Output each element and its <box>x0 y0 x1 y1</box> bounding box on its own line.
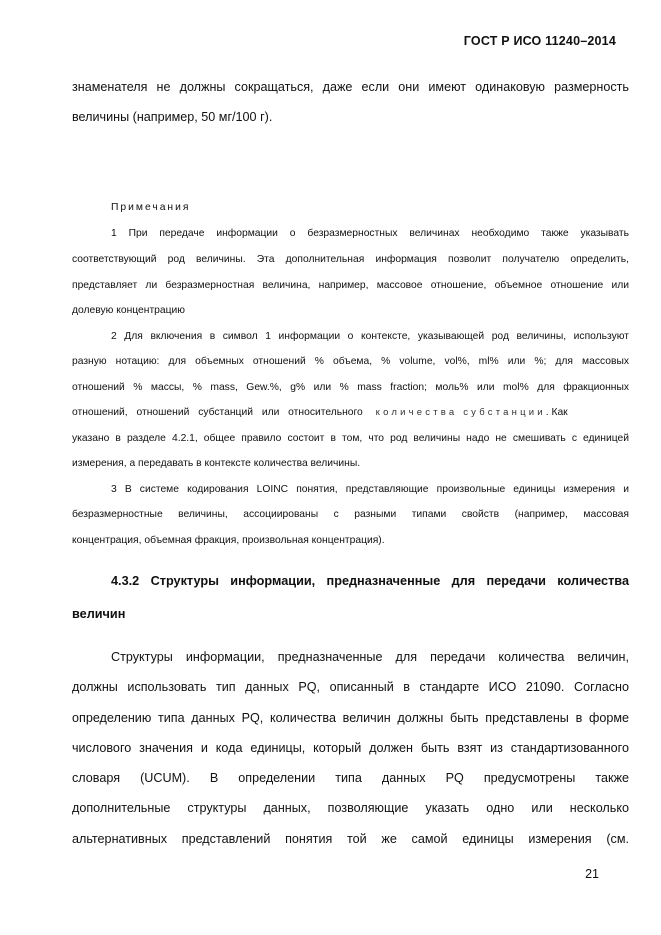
note-1-line-1: 1 При передаче информации о безразмерностных величинах необходимо также указывать <box>111 228 629 239</box>
note-2-line-6: измерения, а передавать в контексте количества величины. <box>72 458 361 469</box>
note-3-line-1: 3 В системе кодирования LOINC понятия, представляющие произвольные единицы измерения и <box>111 484 629 495</box>
page-number: 21 <box>585 867 599 881</box>
note-3-line-3: концентрация, объемная фракция, произвольная концентрация). <box>72 535 385 546</box>
note-2-line-5: указано в разделе 4.2.1, общее правило состоит в том, что род величины надо не смешивать с единицей <box>72 433 629 444</box>
note-2-line-3: отношений % массы, % mass, Gew.%, g% или % mass fraction; моль% или mol% для фракционных <box>72 382 629 393</box>
note-2-line-4-end: . Как <box>545 407 568 418</box>
document-header: ГОСТ Р ИСО 11240–2014 <box>463 34 616 48</box>
note-2-line-4-text: отношений, отношений субстанций или относительного <box>72 407 363 418</box>
note-1-line-2: соответствующий род величины. Эта дополнительная информация позволит получателю определить, <box>72 254 629 265</box>
body-line-2: должны использовать тип данных PQ, описанный в стандарте ИСО 21090. Согласно <box>72 680 629 694</box>
section-title-line-1: Структуры информации, предназначенные для передачи количества <box>150 574 629 588</box>
note-2-line-2: разную нотацию: для объемных отношений % объема, % volume, vol%, ml% или %; для массовых <box>72 356 629 367</box>
intro-line-2: величины (например, 50 мг/100 г). <box>72 110 273 124</box>
body-line-4: числового значения и кода единицы, который должен быть взят из стандартизованного <box>72 741 629 755</box>
section-title-line-2: величин <box>72 607 126 621</box>
body-line-3: определению типа данных PQ, количества величин должны быть представлены в форме <box>72 711 629 725</box>
note-2-line-4 <box>72 407 629 418</box>
note-2-spaced-term: количества субстанции <box>375 407 546 418</box>
body-line-5: словаря (UCUM). В определении типа данных PQ предусмотрены также <box>72 771 629 785</box>
note-3-line-2: безразмерностные величины, ассоциированы с разными типами свойств (например, массовая <box>72 509 629 520</box>
intro-line-1: знаменателя не должны сокращаться, даже если они имеют одинаковую размерность <box>72 80 629 94</box>
body-line-7: альтернативных представлений понятия той же самой единицы измерения (см. <box>72 832 629 846</box>
section-number: 4.3.2 <box>111 574 140 588</box>
body-line-6: дополнительные структуры данных, позволяющие указать одно или несколько <box>72 801 629 815</box>
note-1-line-4: долевую концентрацию <box>72 305 185 316</box>
note-2-line-1: 2 Для включения в символ 1 информации о контексте, указывающей род величины, используют <box>111 331 629 342</box>
notes-title: Примечания <box>111 202 191 213</box>
body-line-1: Структуры информации, предназначенные для передачи количества величин, <box>111 650 629 664</box>
note-1-line-3: представляет ли безразмерностная величина, например, массовое отношение, объемное отношение или <box>72 280 629 291</box>
section-heading <box>111 574 629 588</box>
